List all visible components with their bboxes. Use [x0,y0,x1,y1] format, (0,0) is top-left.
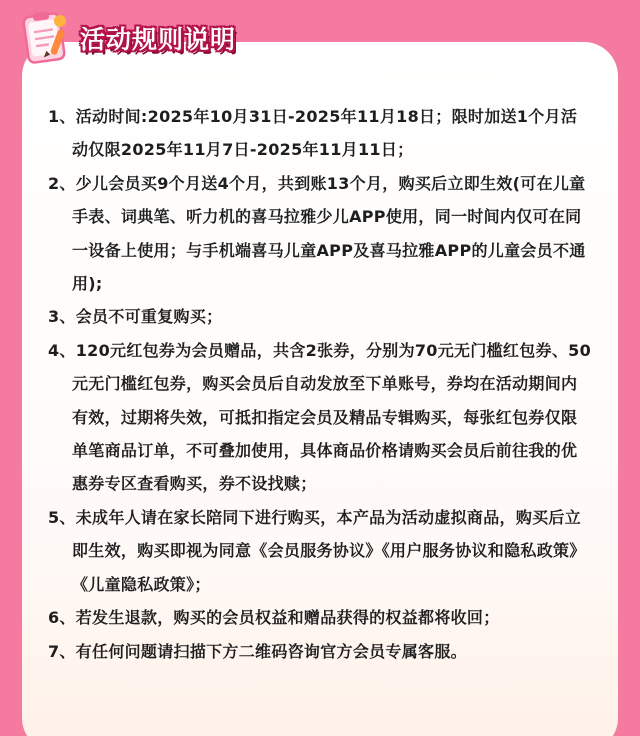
list-item: 1、活动时间:2025年10月31日-2025年11月18日；限时加送1个月活动仅限2025年11月7日-2025年11月11日； [48,107,578,160]
list-item: 4、120元红包券为会员赠品，共含2张券，分别为70元无门槛红包券、50元无门槛红包券，购买会员后自动发放至下单账号，券均在活动期间内有效，过期将失效，可抵扣指定会员及精品专辑购买，每张红包券仅限单笔商品订单，不可叠加使用，具体商品价格请购买会员后前往我的优惠券专区查看购买，券不设找赎； [48,340,591,494]
list-item: 6、若发生退款，购买的会员权益和赠品获得的权益都将收回； [48,608,500,628]
page-title: 活动规则说明 [80,25,237,54]
header [14,2,236,74]
rules-list [48,100,593,668]
list-item: 3、会员不可重复购买； [48,307,223,327]
list-item: 5、未成年人请在家长陪同下进行购买，本产品为活动虚拟商品，购买后立即生效，购买即视为同意《会员服务协议》《用户服务协议和隐私政策》《儿童隐私政策》； [48,507,586,594]
list-item: 2、少儿会员买9个月送4个月，共到账13个月，购买后立即生效(可在儿童手表、词典笔、听力机的喜马拉雅少儿APP使用，同一时间内仅可在同一设备上使用；与手机端喜马儿童APP及喜马拉雅APP的儿童会员不通用); [48,173,586,294]
clipboard-with-pen-icon [14,7,76,69]
list-item: 7、有任何问题请扫描下方二维码咨询官方会员专属客服。 [48,641,467,661]
